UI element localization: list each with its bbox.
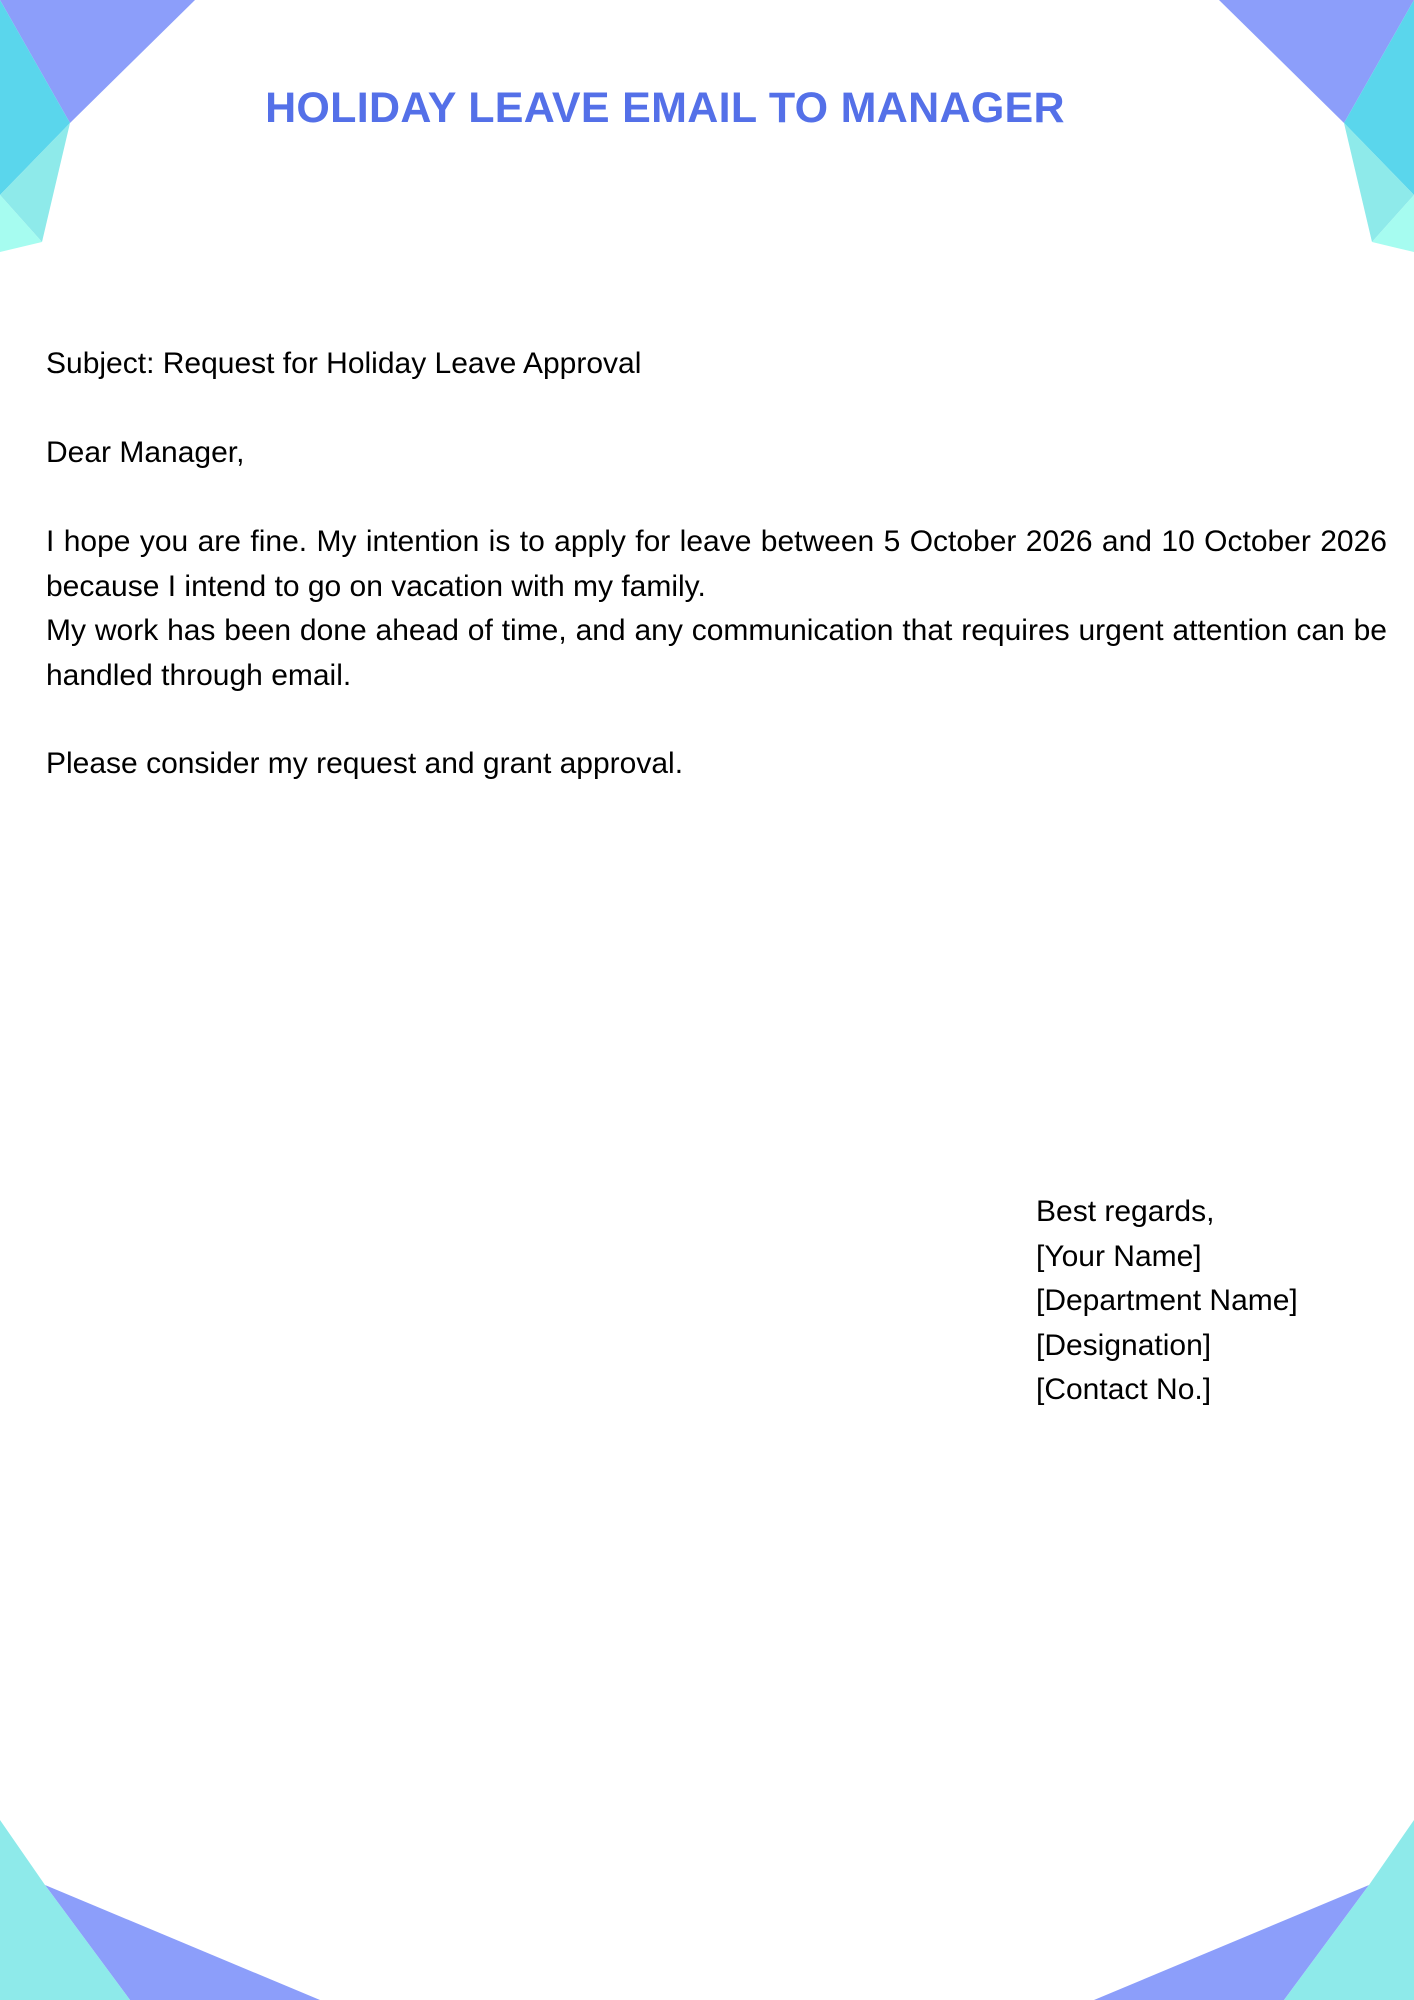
email-body-sentence-work-handover: My work has been done ahead of time, and any communication that requires urgent attention can be handled through email. [46, 614, 1387, 692]
corner-decoration-bottom-right [1084, 1820, 1414, 2000]
email-request-line: Please consider my request and grant approval. [46, 747, 684, 780]
email-subject: Subject: Request for Holiday Leave Approval [46, 347, 642, 380]
email-body-paragraph [46, 520, 1387, 698]
signature-block [1036, 1190, 1298, 1413]
signature-department: [Department Name] [1036, 1284, 1298, 1317]
signature-designation: [Designation] [1036, 1328, 1212, 1362]
signature-contact: [Contact No.] [1036, 1373, 1212, 1406]
email-body-sentence-leave-dates: I hope you are fine. My intention is to apply for leave between 5 October 2026 and 10 October 2026 because I intend to go on vacation with my family. [46, 525, 1387, 603]
email-greeting: Dear Manager, [46, 436, 245, 469]
page-title: HOLIDAY LEAVE EMAIL TO MANAGER [265, 84, 1065, 132]
corner-decoration-bottom-left [0, 1820, 330, 2000]
signature-name: [Your Name] [1036, 1239, 1202, 1273]
signature-closing: Best regards, [1036, 1195, 1215, 1228]
